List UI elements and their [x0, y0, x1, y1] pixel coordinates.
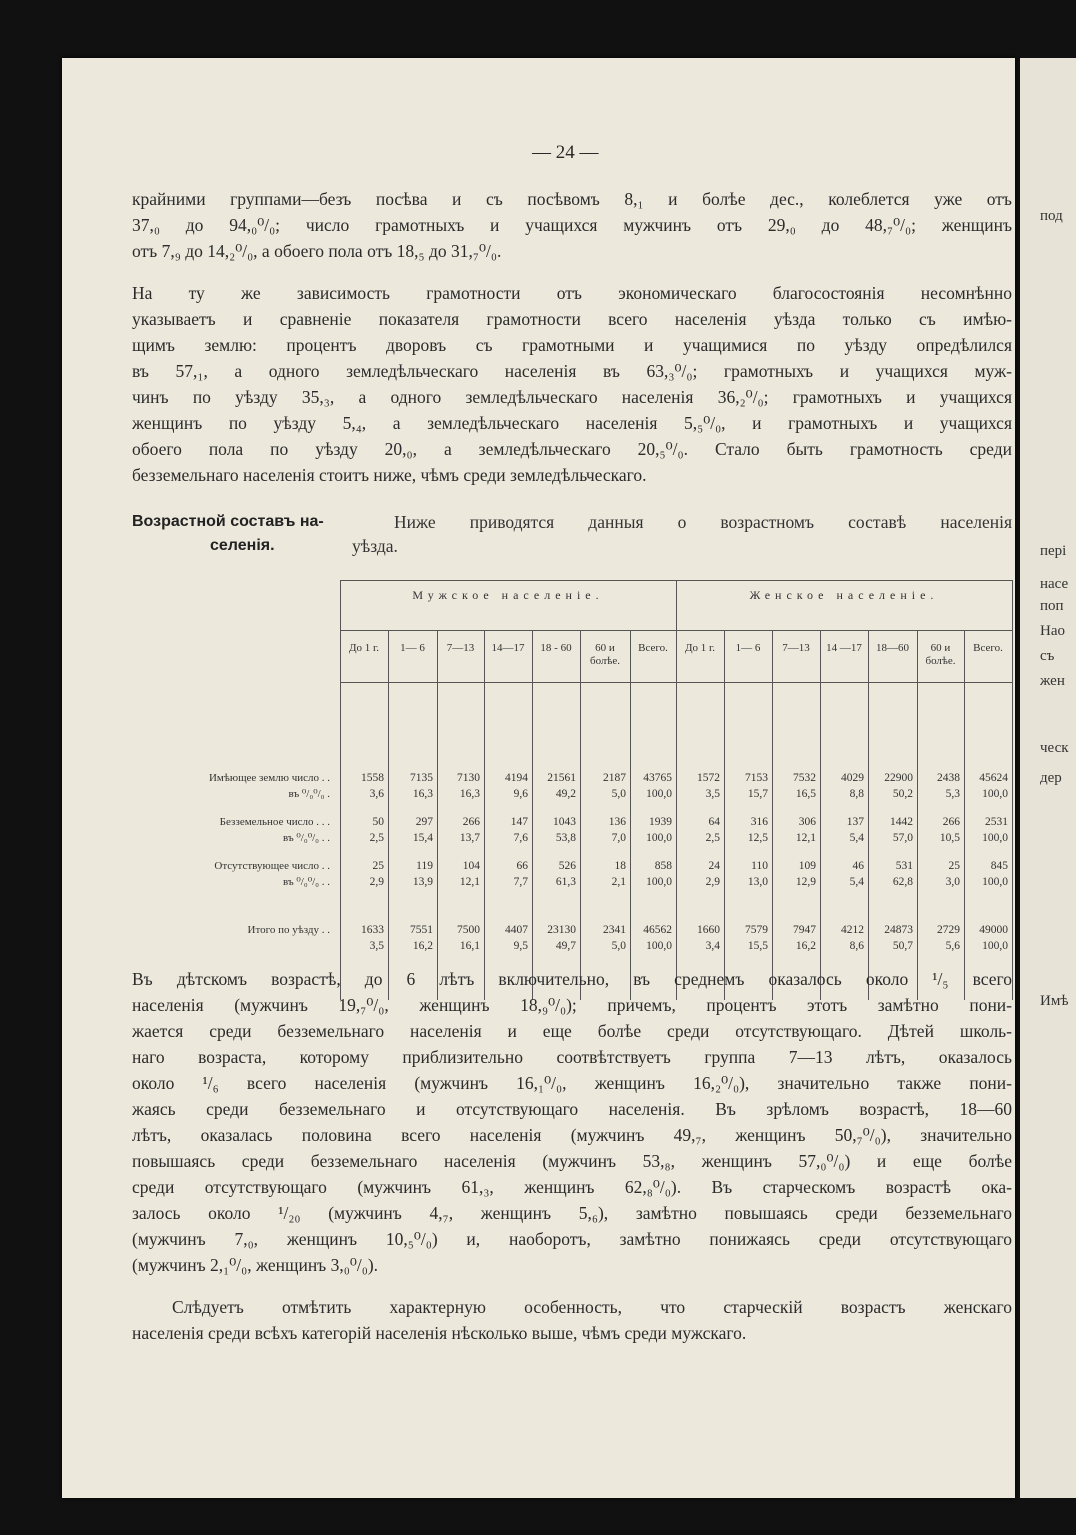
column-header: 1— 6 — [400, 642, 425, 654]
table-cell: 137 — [846, 816, 864, 828]
table-cell: 100,0 — [982, 940, 1008, 952]
table-column-rule — [868, 630, 869, 1000]
facing-page-fragment: под — [1040, 208, 1063, 224]
table-cell: 100,0 — [982, 788, 1008, 800]
table-cell: 21561 — [547, 772, 576, 784]
table-cell: 2,1 — [611, 876, 626, 888]
table-column-rule — [820, 630, 821, 1000]
column-header: Всего. — [973, 642, 1003, 654]
table-cell: 7135 — [410, 772, 433, 784]
table-cell: 15,7 — [747, 788, 768, 800]
table-cell: 845 — [990, 860, 1008, 872]
table-cell: 110 — [751, 860, 768, 872]
table-cell: 24873 — [884, 924, 913, 936]
female-group-title: Женское населеніе. — [749, 588, 939, 602]
facing-page-fragment: дер — [1040, 770, 1062, 786]
table-row-label: Имѣющее землю число . . — [208, 772, 330, 784]
section-heading: Возрастной составъ на- селенія. — [132, 513, 324, 554]
paragraph-1: крайними группами—безъ посѣва и съ посѣвомъ 8,₁ и болѣе дес., колеблется уже отъ 37,₀ до 94,₀⁰/₀; число грамотныхъ и учащихся мужчинъ отъ 29,₀ до 48,₇⁰/₀; женщинъ отъ 7,₉ до 14,₂⁰/₀, а обоего пола отъ 18,₅ до 31,₇⁰/₀. — [132, 189, 1012, 261]
column-header: 14—17 — [491, 642, 525, 654]
table-cell: 297 — [415, 816, 433, 828]
table-cell: 266 — [462, 816, 480, 828]
table-cell: 49,7 — [555, 940, 576, 952]
table-cell: 16,2 — [795, 940, 816, 952]
table-cell: 7,6 — [513, 832, 528, 844]
table-cell: 24 — [708, 860, 720, 872]
table-column-rule — [388, 630, 389, 1000]
table-cell: 2438 — [937, 772, 960, 784]
table-cell: 12,5 — [747, 832, 768, 844]
table-cell: 7947 — [793, 924, 816, 936]
table-cell: 4194 — [505, 772, 528, 784]
table-row-label: Безземельное число . . . — [219, 816, 330, 828]
table-cell: 64 — [708, 816, 720, 828]
column-header: 1— 6 — [735, 642, 761, 654]
table-cell: 66 — [516, 860, 528, 872]
table-cell: 43765 — [643, 772, 672, 784]
column-header: 60 и болѣе. — [925, 642, 956, 667]
table-cell: 100,0 — [982, 876, 1008, 888]
table-cell: 526 — [558, 860, 576, 872]
table-cell: 10,5 — [939, 832, 960, 844]
table-cell: 7130 — [457, 772, 480, 784]
table-cell: 2,5 — [369, 832, 384, 844]
column-header: 18 - 60 — [540, 642, 572, 654]
facing-page-fragment: насе — [1040, 576, 1069, 592]
table-cell: 2729 — [937, 924, 960, 936]
table-cell: 2187 — [603, 772, 626, 784]
table-cell: 7,7 — [513, 876, 528, 888]
table-cell: 3,5 — [369, 940, 384, 952]
table-cell: 3,0 — [945, 876, 960, 888]
table-column-rule — [484, 630, 485, 1000]
facing-page-fragment: Имѣ — [1040, 993, 1069, 1009]
table-cell: 3,6 — [369, 788, 384, 800]
table-cell: 15,4 — [412, 832, 433, 844]
table-cell: 13,9 — [412, 876, 433, 888]
page-number: — 24 — — [532, 142, 599, 163]
table-cell: 2,9 — [369, 876, 384, 888]
table-cell: 5,6 — [945, 940, 960, 952]
table-cell: 100,0 — [646, 832, 672, 844]
facing-page-fragment: Нао — [1040, 623, 1065, 639]
table-cell: 1939 — [649, 816, 672, 828]
table-row-label: въ ⁰/₀⁰/₀ . . — [283, 876, 330, 888]
table-intro: Ниже приводятся данныя о возрастномъ составѣ населенія уѣзда. — [352, 512, 1012, 556]
table-cell: 8,6 — [849, 940, 864, 952]
table-cell: 13,0 — [747, 876, 768, 888]
table-cell: 50,7 — [892, 940, 913, 952]
column-header: 60 и болѣе. — [589, 642, 621, 667]
table-cell: 2531 — [985, 816, 1008, 828]
table-cell: 53,8 — [555, 832, 576, 844]
table-cell: 5,0 — [611, 788, 626, 800]
table-cell: 100,0 — [646, 788, 672, 800]
table-cell: 7500 — [457, 924, 480, 936]
table-cell: 12,1 — [795, 832, 816, 844]
paragraph-3: Въ дѣтскомъ возрастѣ, до 6 лѣтъ включительно, въ среднемъ оказалось около ¹/₅ всего населенія (мужчинъ 19,₇⁰/₀, женщинъ 18,₉⁰/₀); причемъ, процентъ этотъ замѣтно пони- жается среди безземельнаго населенія и еще болѣе среди отсутствующаго. Дѣтей школь- наго возраста, которому приблизительно соотвѣтствуетъ группа 7—13 лѣтъ, оказалось около ¹/₆ всего населенія (мужчинъ 16,₁⁰/₀, женщинъ 16,₂⁰/₀), значительно также пони- жаясь среди безземельнаго и отсутствующаго населенія. Въ зрѣломъ возрастѣ, 18—60 лѣтъ, оказалась половина всего населенія (мужчинъ 49,₇, женщинъ 50,₇⁰/₀), значительно повышаясь среди безземельнаго населенія (мужчинъ 53,₈, женщинъ 57,₀⁰/₀) и еще болѣе среди отсутствующаго (мужчинъ 61,₃, женщинъ 62,₈⁰/₀). Въ старческомъ возрастѣ ока- залось около ¹/₂₀ (мужчинъ 4,₇, женщинъ 5,₆), замѣтно повышаясь среди безземельнаго (мужчинъ 7,₀, женщинъ 10,₅⁰/₀) и, наоборотъ, замѣтно понижаясь среди отсутствующаго (мужчинъ 2,₁⁰/₀, женщинъ 3,₀⁰/₀). — [132, 969, 1012, 1275]
table-cell: 45624 — [979, 772, 1008, 784]
column-header: До 1 г. — [348, 642, 380, 654]
table-cell: 100,0 — [646, 876, 672, 888]
table-cell: 136 — [608, 816, 626, 828]
table-cell: 4407 — [505, 924, 528, 936]
table-cell: 49000 — [979, 924, 1008, 936]
table-cell: 57,0 — [892, 832, 913, 844]
facing-page-fragment: поп — [1040, 598, 1064, 614]
table-cell: 50 — [372, 816, 384, 828]
table-cell: 1043 — [553, 816, 576, 828]
table-cell: 50,2 — [892, 788, 913, 800]
table-cell: 46562 — [643, 924, 672, 936]
table-cell: 316 — [750, 816, 768, 828]
table-cell: 7153 — [745, 772, 768, 784]
table-cell: 16,3 — [459, 788, 480, 800]
table-cell: 266 — [942, 816, 960, 828]
table-cell: 22900 — [884, 772, 913, 784]
table-cell: 18 — [614, 860, 626, 872]
table-cell: 16,5 — [795, 788, 816, 800]
table-column-rule — [964, 630, 965, 1000]
table-cell: 531 — [895, 860, 913, 872]
column-header: 18—60 — [876, 642, 909, 654]
table-cell: 4212 — [841, 924, 864, 936]
table-cell: 12,9 — [795, 876, 816, 888]
table-column-rule — [772, 630, 773, 1000]
table-cell: 5,0 — [611, 940, 626, 952]
table-row-label: въ ⁰/₀⁰/₀ . — [288, 788, 330, 800]
table-cell: 5,4 — [849, 876, 864, 888]
table-cell: 1442 — [890, 816, 913, 828]
table-row-label: въ ⁰/₀⁰/₀ . . — [283, 832, 330, 844]
column-header: До 1 г. — [684, 642, 716, 654]
table-cell: 3,4 — [705, 940, 720, 952]
table-cell: 7,0 — [611, 832, 626, 844]
table-cell: 2,5 — [705, 832, 720, 844]
table-cell: 9,5 — [513, 940, 528, 952]
facing-page-edge — [1020, 58, 1076, 1498]
table-cell: 7532 — [793, 772, 816, 784]
paragraph-2: На ту же зависимость грамотности отъ экономическаго благосостоянія несомнѣнно указываетъ и сравненіе показателя грамотности всего населенія уѣзда только съ имѣю- щимъ землю: процентъ дворовъ съ грамотными и учащимися по уѣзду опредѣлился въ 57,₁, а одного земледѣльческаго населенія въ 63,₃⁰/₀; грамотныхъ и учащихся муж- чинъ по уѣзду 35,₃, а одного земледѣльческаго населенія 36,₂⁰/₀; грамотныхъ и учащихся женщинъ по уѣзду 5,₄, а земледѣльческаго населенія 5,₅⁰/₀, и грамотныхъ и учащихся обоего пола по уѣзду 20,₀, а земледѣльческаго 20,₅⁰/₀. Стало быть грамотность среди безземельнаго населенія стоитъ ниже, чѣмъ среди земледѣльческаго. — [132, 283, 1012, 485]
male-group-title: Мужское населеніе. — [412, 588, 604, 602]
table-cell: 61,3 — [555, 876, 576, 888]
column-header: 7—13 — [446, 642, 475, 654]
table-cell: 1558 — [361, 772, 384, 784]
table-cell: 16,2 — [412, 940, 433, 952]
table-cell: 25 — [372, 860, 384, 872]
column-header: 14 —17 — [826, 642, 862, 654]
table-cell: 12,1 — [459, 876, 480, 888]
table-column-rule — [532, 630, 533, 1000]
table-cell: 5,4 — [849, 832, 864, 844]
table-cell: 9,6 — [513, 788, 528, 800]
table-column-rule — [1012, 580, 1013, 1000]
table-cell: 100,0 — [646, 940, 672, 952]
table-cell: 49,2 — [555, 788, 576, 800]
facing-page-fragment: ческ — [1040, 740, 1069, 756]
table-cell: 147 — [510, 816, 528, 828]
table-cell: 16,1 — [459, 940, 480, 952]
table-cell: 5,3 — [945, 788, 960, 800]
table-cell: 109 — [798, 860, 816, 872]
table-cell: 13,7 — [459, 832, 480, 844]
table-column-rule — [917, 630, 918, 1000]
table-cell: 62,8 — [892, 876, 913, 888]
table-cell: 306 — [798, 816, 816, 828]
column-header: 7—13 — [782, 642, 810, 654]
table-cell: 2,9 — [705, 876, 720, 888]
table-cell: 7579 — [745, 924, 768, 936]
table-cell: 858 — [654, 860, 672, 872]
table-cell: 23130 — [547, 924, 576, 936]
table-cell: 2341 — [603, 924, 626, 936]
paragraph-4: Слѣдуетъ отмѣтить характерную особенность, что старческій возрастъ женскаго населенія среди всѣхъ категорій населенія нѣсколько выше, чѣмъ среди мужскаго. — [132, 1297, 1012, 1343]
table-row-label: Отсутствующее число . . — [214, 860, 330, 872]
facing-page-fragment: съ — [1040, 648, 1055, 664]
table-cell: 46 — [852, 860, 864, 872]
age-table — [340, 580, 1012, 1000]
table-cell: 8,8 — [849, 788, 864, 800]
table-cell: 1572 — [697, 772, 720, 784]
facing-page-fragment: пері — [1040, 543, 1067, 559]
table-column-rule — [437, 630, 438, 1000]
table-cell: 119 — [416, 860, 433, 872]
table-cell: 25 — [948, 860, 960, 872]
table-column-rule — [630, 630, 631, 1000]
table-cell: 4029 — [841, 772, 864, 784]
book-page — [62, 58, 1015, 1498]
column-header: Всего. — [638, 642, 668, 654]
facing-page-fragment: жен — [1040, 673, 1065, 689]
table-cell: 104 — [462, 860, 480, 872]
table-cell: 3,5 — [705, 788, 720, 800]
table-cell: 100,0 — [982, 832, 1008, 844]
table-cell: 15,5 — [747, 940, 768, 952]
table-cell: 7551 — [410, 924, 433, 936]
table-column-rule — [724, 630, 725, 1000]
table-column-rule — [580, 630, 581, 1000]
table-row-label: Итого по уѣзду . . — [247, 924, 330, 936]
table-cell: 1633 — [361, 924, 384, 936]
table-cell: 16,3 — [412, 788, 433, 800]
table-cell: 1660 — [697, 924, 720, 936]
